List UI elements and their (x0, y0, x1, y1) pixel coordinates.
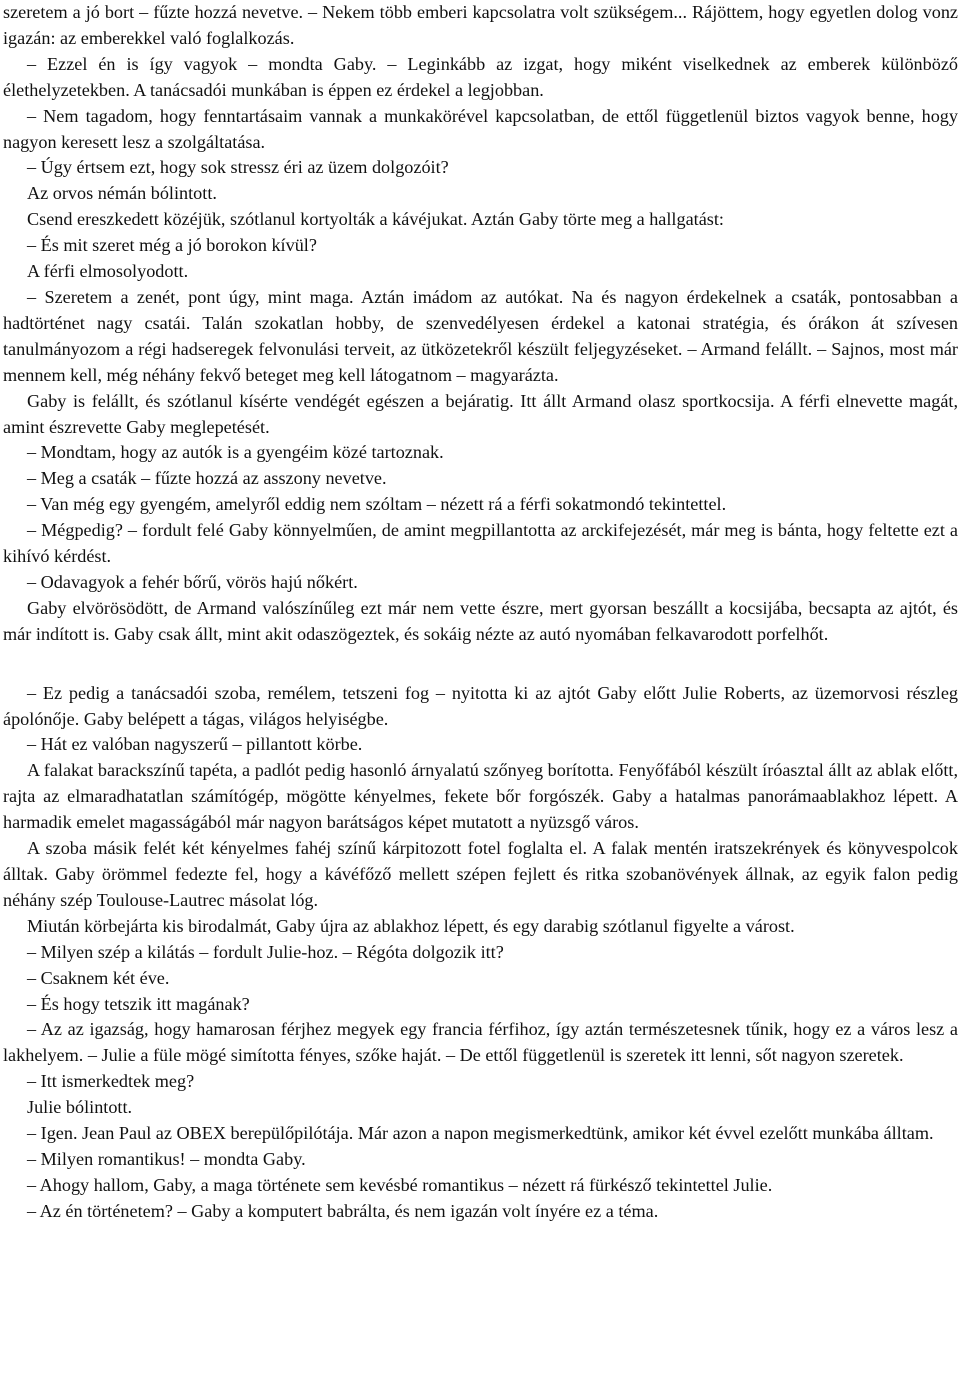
paragraph: – Úgy értsem ezt, hogy sok stressz éri az üzem dolgozóit? (27, 157, 449, 178)
paragraph: – Van még egy gyengém, amelyről eddig nem szóltam – nézett rá a férfi sokatmondó tekintettel. (27, 494, 727, 515)
paragraph: – Milyen szép a kilátás – fordult Julie-hoz. – Régóta dolgozik itt? (27, 941, 504, 962)
paragraph: Az orvos némán bólintott. (27, 183, 217, 204)
paragraph: – Nem tagadom, hogy fenntartásaim vannak a munkakörével kapcsolatban, de ettől függetlenül biztos vagyok benne, hogy nagyon keresett lesz a szolgáltatása. (3, 105, 958, 152)
paragraph: A szoba másik felét két kényelmes fahéj színű kárpitozott fotel foglalta el. A falak mentén iratszekrények és könyvespolcok álltak. Gaby örömmel fedezte fel, hogy a kávéfőző mellett szépen fejlett és ritka szobanövények állnak, az egyik falon pedig néhány szép Toulouse-Lautrec másolat lóg. (3, 838, 958, 910)
paragraph: – Mégpedig? – fordult felé Gaby könnyelműen, de amint megpillantotta az arckifejezését, már meg is bánta, hogy feltette ezt a kihívó kérdést. (3, 520, 958, 567)
document-page (3, 0, 958, 1225)
paragraph: – Ezzel én is így vagyok – mondta Gaby. – Leginkább az izgat, hogy miként viselkednek az emberek különböző élethelyzetekben. A tanácsadói munkában is éppen ez érdekel a legjobban. (3, 53, 958, 100)
paragraph: – Szeretem a zenét, pont úgy, mint maga. Aztán imádom az autókat. Na és nagyon érdekelnek a csaták, pontosabban a hadtörténet nagy csatái. Talán szokatlan hobby, de szenvedélyesen érdekel a katonai stratégia, és órákon át szívesen tanulmányozom a régi hadseregek felvonulási terveit, az ütközetekről készült feljegyzéseket. – Armand felállt. – Sajnos, most már mennem kell, még néhány fekvő beteget meg kell látogatnom – magyarázta. (3, 286, 958, 385)
paragraph: Gaby is felállt, és szótlanul kísérte vendégét egészen a bejáratig. Itt állt Armand olasz sportkocsija. A férfi elnevette magát, amint észrevette Gaby meglepetését. (3, 390, 958, 437)
paragraph: – És hogy tetszik itt magának? (27, 993, 250, 1014)
paragraph: – Meg a csaták – fűzte hozzá az asszony nevetve. (27, 468, 387, 489)
paragraph: – Milyen romantikus! – mondta Gaby. (27, 1148, 306, 1169)
paragraph: – Ez pedig a tanácsadói szoba, remélem, tetszeni fog – nyitotta ki az ajtót Gaby előtt Julie Roberts, az üzemorvosi részleg ápolónője. Gaby belépett a tágas, világos helyiségbe. (3, 682, 958, 729)
paragraph: A falakat barackszínű tapéta, a padlót pedig hasonló árnyalatú szőnyeg borította. Fenyőfából készült íróasztal állt az ablak előtt, rajta az elmaradhatatlan számítógép, mögötte kényelmes, fekete bőr forgószék. Gaby a hatalmas panorámaablakhoz lépett. A harmadik emelet magasságából már nagyon barátságos képet mutatott a nyüzsgő város. (3, 760, 958, 833)
paragraph: szeretem a jó bort – fűzte hozzá nevetve. – Nekem több emberi kapcsolatra volt szükségem... Rájöttem, hogy egyetlen dolog vonz igazán: az emberekkel való foglalkozás. (3, 2, 958, 48)
paragraph: – Itt ismerkedtek meg? (27, 1071, 195, 1092)
paragraph: – Az az igazság, hogy hamarosan férjhez megyek egy francia férfihoz, így aztán természetesnek tűnik, hogy ez a város lesz a lakhelyem. – Julie a füle mögé simította fényes, szőke haját. – De ettől függetlenül is szeretek itt lenni, sőt nagyon szeretek. (3, 1019, 958, 1066)
paragraph: Csend ereszkedett közéjük, szótlanul kortyolták a kávéjukat. Aztán Gaby törte meg a hallgatást: (27, 209, 724, 230)
paragraph: – Csaknem két éve. (27, 967, 170, 988)
paragraph: – Odavagyok a fehér bőrű, vörös hajú nőkért. (27, 571, 358, 592)
paragraph: – Ahogy hallom, Gaby, a maga története sem kevésbé romantikus – nézett rá fürkésző tekintettel Julie. (27, 1174, 773, 1195)
scene-break (3, 648, 958, 681)
section-1 (3, 0, 958, 648)
paragraph: Gaby elvörösödött, de Armand valószínűleg ezt már nem vette észre, mert gyorsan beszállt a kocsijába, becsapta az ajtót, és már indított is. Gaby csak állt, mint akit odaszögeztek, és sokáig nézte az autó nyomában felkavarodott porfelhőt. (3, 597, 958, 644)
paragraph: – Igen. Jean Paul az OBEX berepülőpilótája. Már azon a napon megismerkedtünk, amikor két évvel ezelőtt munkába álltam. (27, 1123, 934, 1144)
paragraph: Miután körbejárta kis birodalmát, Gaby újra az ablakhoz lépett, és egy darabig szótlanul figyelte a várost. (27, 915, 795, 936)
paragraph: – Hát ez valóban nagyszerű – pillantott körbe. (27, 734, 363, 755)
paragraph: – Az én történetem? – Gaby a komputert babrálta, és nem igazán volt ínyére ez a téma. (27, 1200, 659, 1221)
paragraph: Julie bólintott. (27, 1097, 133, 1118)
section-2 (3, 681, 958, 1225)
paragraph: A férfi elmosolyodott. (27, 261, 189, 282)
paragraph: – És mit szeret még a jó borokon kívül? (27, 235, 317, 256)
paragraph: – Mondtam, hogy az autók is a gyengéim közé tartoznak. (27, 442, 444, 463)
